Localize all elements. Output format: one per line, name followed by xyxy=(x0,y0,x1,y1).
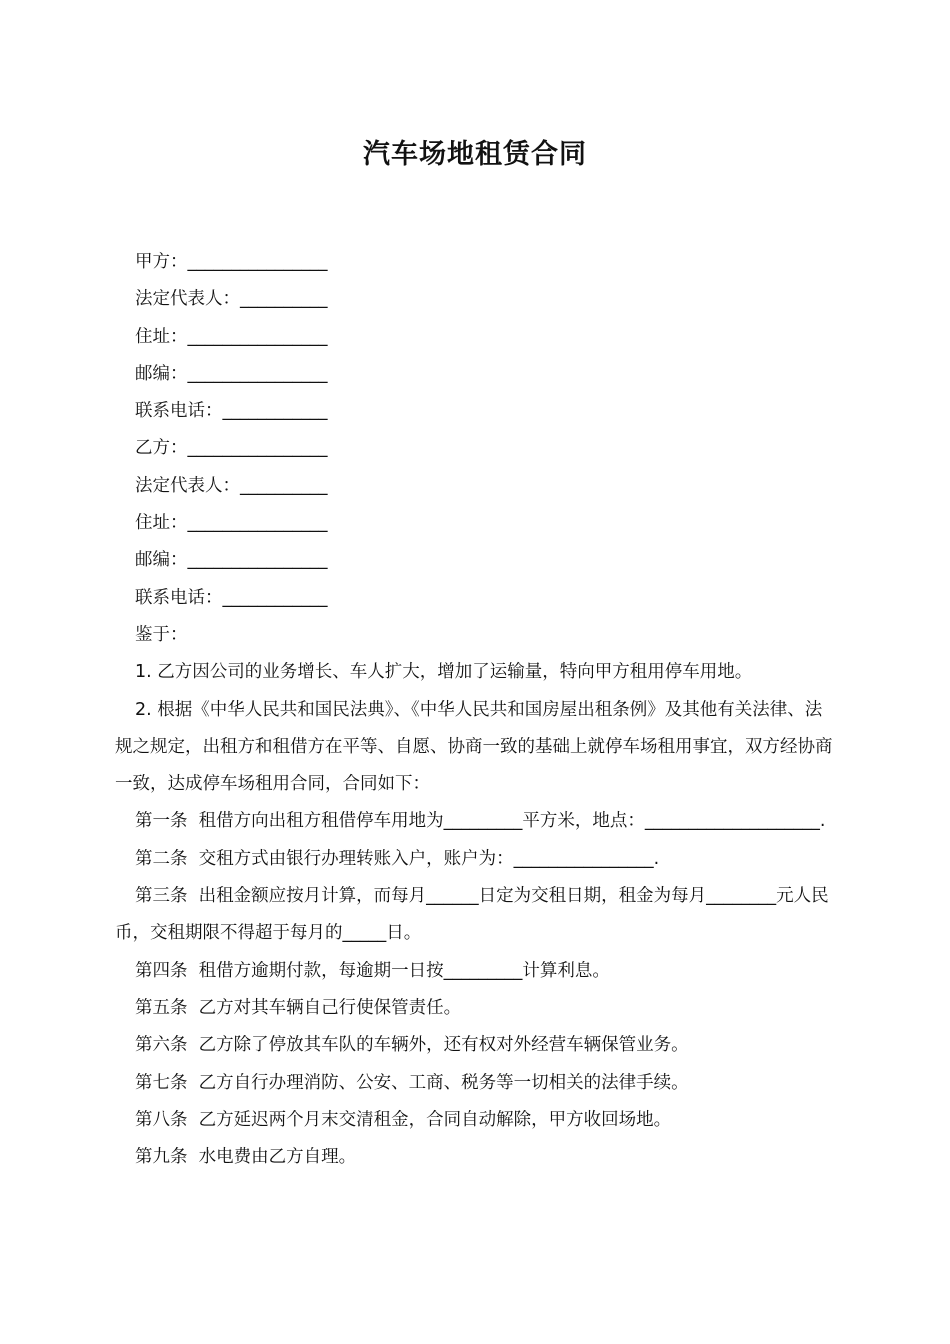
article-3: 第三条 出租金额应按月计算，而每月______日定为交租日期，租金为每月________元人民币，交租期限不得超于每月的_____日。 xyxy=(115,886,829,944)
party-b-line: 乙方：________________ xyxy=(135,438,328,459)
party-a-address-line: 住址：________________ xyxy=(135,326,328,347)
article-9: 第九条 水电费由乙方自理。 xyxy=(135,1147,357,1168)
party-b-representative-line: 法定代表人：__________ xyxy=(135,475,328,496)
whereas-heading: 鉴于： xyxy=(135,624,188,645)
article-6: 第六条 乙方除了停放其车队的车辆外，还有权对外经营车辆保管业务。 xyxy=(135,1035,689,1056)
recital-2: 2. 根据《中华人民共和国民法典》、《中华人民共和国房屋出租条例》及其他有关法律、法规之规定，出租方和租借方在平等、自愿、协商一致的基础上就停车场租用事宜，双方经协商一致，达成停车场租用合同，合同如下： xyxy=(115,699,833,795)
article-7: 第七条 乙方自行办理消防、公安、工商、税务等一切相关的法律手续。 xyxy=(135,1072,689,1093)
party-b-address-line: 住址：________________ xyxy=(135,513,328,534)
party-a-phone-line: 联系电话：____________ xyxy=(135,401,328,422)
party-a-representative-line: 法定代表人：__________ xyxy=(135,289,328,310)
document-title: 汽车场地租赁合同 xyxy=(363,139,587,170)
article-1: 第一条 租借方向出租方租借停车用地为_________平方米，地点：____________________. xyxy=(135,811,826,832)
article-2: 第二条 交租方式由银行办理转账入户，账户为：________________. xyxy=(135,848,660,869)
party-b-phone-line: 联系电话：____________ xyxy=(135,587,328,608)
party-b-postcode-line: 邮编：________________ xyxy=(135,550,328,571)
article-8: 第八条 乙方延迟两个月末交清租金，合同自动解除，甲方收回场地。 xyxy=(135,1109,672,1130)
article-5: 第五条 乙方对其车辆自己行使保管责任。 xyxy=(135,997,462,1018)
recital-1: 1. 乙方因公司的业务增长、车人扩大，增加了运输量，特向甲方租用停车用地。 xyxy=(135,662,753,683)
contract-body xyxy=(115,244,837,1176)
article-4: 第四条 租借方逾期付款，每逾期一日按_________计算利息。 xyxy=(135,960,610,981)
party-a-line: 甲方：________________ xyxy=(135,252,328,272)
party-a-postcode-line: 邮编：________________ xyxy=(135,363,328,384)
